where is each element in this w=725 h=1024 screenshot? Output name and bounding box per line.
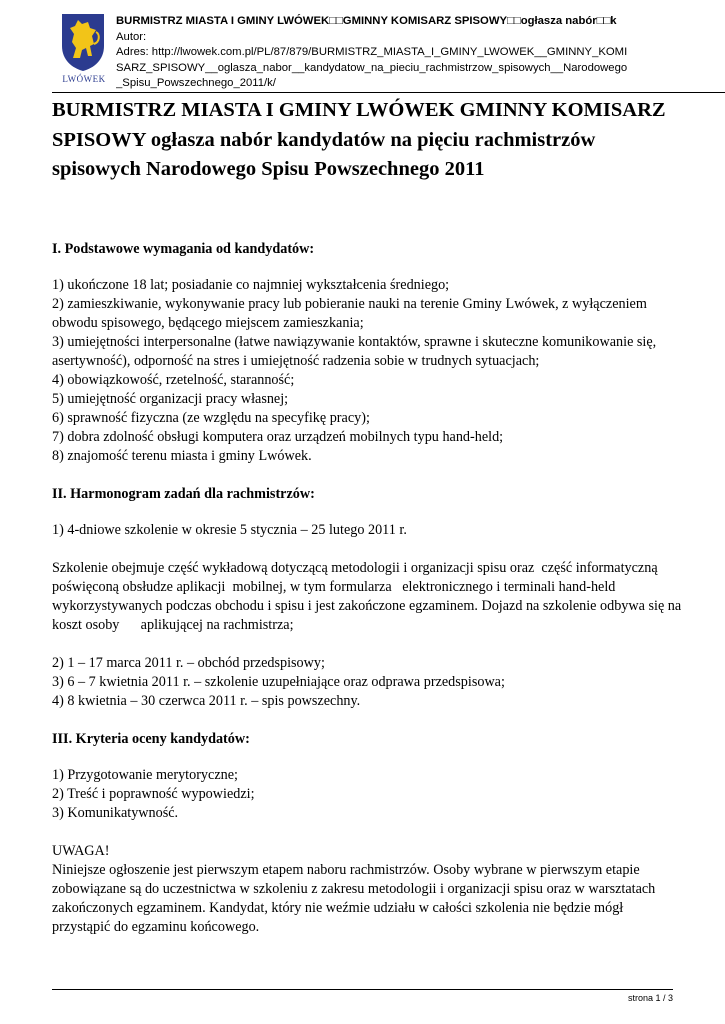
- header-author: Autor:: [116, 30, 147, 43]
- list-item: 2) 1 – 17 marca 2011 r. – obchód przedspisowy;: [52, 654, 325, 671]
- list-item: 4) 8 kwietnia – 30 czerwca 2011 r. – spis powszechny.: [52, 692, 361, 709]
- note-paragraph: Niniejsze ogłoszenie jest pierwszym etapem naboru rachmistrzów. Osoby wybrane w pierwszym etapie zobowiązane są do uczestnictwa w szkoleniu z zakresu metodologii i organizacji spisu oraz w warsztatach zakończonych egzaminem. Kandydat, który nie weźmie udziału w całości szkolenia nie będzie mógł przystąpić do egzaminu końcowego.: [52, 861, 656, 935]
- list-item: 8) znajomość terenu miasta i gminy Lwówek.: [52, 447, 312, 464]
- document-body: [52, 96, 685, 937]
- document-title: BURMISTRZ MIASTA I GMINY LWÓWEK GMINNY KOMISARZ SPISOWY ogłasza nabór kandydatów na pięciu rachmistrzów spisowych Narodowego Spisu Powszechnego 2011: [52, 99, 666, 180]
- list-item: 3) Komunikatywność.: [52, 804, 179, 821]
- list-item: 7) dobra zdolność obsługi komputera oraz urządzeń mobilnych typu hand-held;: [52, 428, 504, 445]
- section-1-heading: I. Podstawowe wymagania od kandydatów:: [52, 240, 315, 257]
- page-number: strona 1 / 3: [627, 993, 673, 1003]
- list-item: 3) umiejętności interpersonalne (łatwe nawiązywanie kontaktów, sprawne i skuteczne komunikowanie się, asertywność), odporność na stres i umiejętność radzenia sobie w trudnych sytuacjach;: [52, 333, 657, 369]
- header-address-line-2: SARZ_SPISOWY__oglasza_nabor__kandydatow_na_pieciu_rachmistrzow_spisowych__Narodowego: [116, 61, 628, 74]
- list-item: 1) 4-dniowe szkolenie w okresie 5 stycznia – 25 lutego 2011 r.: [52, 521, 407, 538]
- header-metadata: [116, 14, 725, 92]
- logo-text: LWÓWEK: [62, 74, 106, 84]
- note-heading: UWAGA!: [52, 842, 110, 859]
- section-2-heading: II. Harmonogram zadań dla rachmistrzów:: [52, 485, 315, 502]
- list-item: 2) Treść i poprawność wypowiedzi;: [52, 785, 255, 802]
- list-item: 6) sprawność fizyczna (ze względu na specyfikę pracy);: [52, 409, 370, 426]
- page-header: [52, 8, 725, 93]
- list-item: 5) umiejętność organizacji pracy własnej;: [52, 390, 289, 407]
- list-item: 4) obowiązkowość, rzetelność, staranność;: [52, 371, 295, 388]
- list-item: 1) Przygotowanie merytoryczne;: [52, 766, 238, 783]
- list-item: 2) zamieszkiwanie, wykonywanie pracy lub pobieranie nauki na terenie Gminy Lwówek, z wyłączeniem obwodu spisowego, będącego miejscem zamieszkania;: [52, 295, 647, 331]
- list-item: 1) ukończone 18 lat; posiadanie co najmniej wykształcenia średniego;: [52, 276, 450, 293]
- lion-shield-icon: [58, 12, 108, 72]
- header-address-line-1: Adres: http://lwowek.com.pl/PL/87/879/BURMISTRZ_MIASTA_I_GMINY_LWOWEK__GMINNY_KOMI: [116, 46, 628, 59]
- page-footer: [52, 989, 673, 1003]
- section-3-heading: III. Kryteria oceny kandydatów:: [52, 730, 250, 747]
- header-title: BURMISTRZ MIASTA I GMINY LWÓWEK□□GMINNY KOMISARZ SPISOWY□□ogłasza nabór□□k: [116, 15, 617, 27]
- header-address-line-3: _Spisu_Powszechnego_2011/k/: [116, 77, 276, 90]
- lwowek-coat-of-arms-logo: [58, 12, 108, 90]
- training-paragraph: Szkolenie obejmuje część wykładową dotyczącą metodologii i organizacji spisu oraz część informatyczną poświęconą obsłudze aplikacji mobilnej, w tym formularza elektronicznego i terminali hand-held wykorzystywanych podczas obchodu i spisu i jest zakończone egzaminem. Dojazd na szkolenie odbywa się na koszt osoby aplikującej na rachmistrza;: [52, 559, 685, 633]
- list-item: 3) 6 – 7 kwietnia 2011 r. – szkolenie uzupełniające oraz odprawa przedspisowa;: [52, 673, 505, 690]
